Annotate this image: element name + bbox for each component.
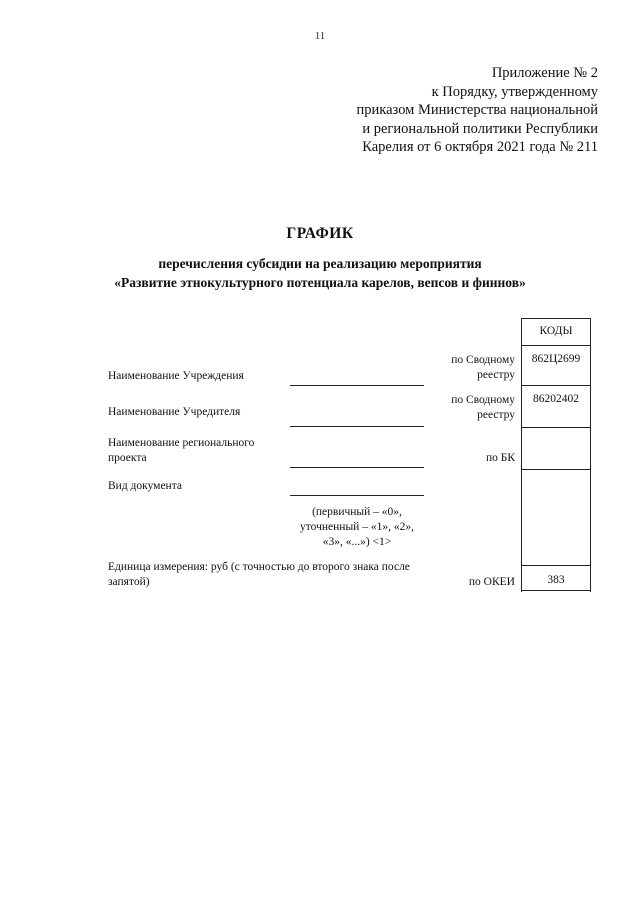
codes-divider	[522, 385, 590, 386]
appendix-line-4: и региональной политики Республики	[362, 120, 598, 137]
document-type-hint-line-1: (первичный – «0»,	[312, 506, 402, 518]
codes-divider	[522, 345, 590, 346]
appendix-line-5: Карелия от 6 октября 2021 года № 211	[362, 139, 598, 155]
regional-project-label-line-2: проекта	[108, 452, 147, 464]
okei-label: по ОКЕИ	[468, 576, 515, 588]
unit-label-line-2: запятой)	[108, 576, 150, 588]
document-type-hint-line-3: «3», «...») <1>	[322, 536, 392, 548]
codes-header: КОДЫ	[539, 325, 573, 337]
okei-code-cell: 383	[547, 574, 565, 586]
institution-field-line	[290, 385, 424, 386]
codes-bottom-border	[521, 590, 591, 591]
founder-field-line	[290, 426, 424, 427]
document-type-field-line	[290, 495, 424, 496]
appendix-block	[298, 64, 598, 157]
registry-label-1-line-2: реестру	[477, 369, 515, 381]
subtitle-line-1: перечисления субсидии на реализацию мероприятия	[158, 256, 482, 271]
registry-label-1	[420, 353, 515, 383]
regional-project-field-line	[290, 467, 424, 468]
regional-project-label	[108, 436, 254, 466]
appendix-line-3: приказом Министерства национальной	[356, 102, 598, 118]
page-number: 11	[314, 30, 326, 42]
codes-divider	[522, 427, 590, 428]
bk-label: по БК	[485, 452, 515, 464]
document-title: ГРАФИК	[286, 225, 354, 242]
appendix-line-1: Приложение № 2	[491, 65, 598, 81]
founder-code-cell: 86202402	[533, 393, 579, 405]
registry-label-2	[420, 393, 515, 423]
document-type-hint-line-2: уточненный – «1», «2»,	[300, 521, 414, 533]
appendix-line-2: к Порядку, утвержденному	[431, 83, 598, 100]
institution-label: Наименование Учреждения	[108, 370, 244, 382]
regional-project-label-line-1: Наименование регионального	[108, 437, 255, 449]
codes-divider	[522, 565, 590, 566]
document-type-hint	[282, 505, 432, 550]
registry-label-2-line-2: реестру	[477, 409, 515, 421]
unit-label	[108, 560, 410, 590]
codes-table	[521, 318, 591, 592]
unit-label-line-1: Единица измерения: руб (с точностью до второго знака после	[108, 561, 410, 573]
document-type-label: Вид документа	[108, 480, 182, 492]
institution-code-cell: 862Ц2699	[531, 353, 581, 365]
registry-label-2-line-1: по Сводному	[451, 394, 515, 406]
registry-label-1-line-1: по Сводному	[451, 354, 515, 366]
subtitle-line-2: «Развитие этнокультурного потенциала карелов, вепсов и финнов»	[114, 275, 526, 290]
founder-label: Наименование Учредителя	[108, 406, 241, 418]
codes-divider	[522, 469, 590, 470]
document-subtitle	[0, 254, 640, 292]
